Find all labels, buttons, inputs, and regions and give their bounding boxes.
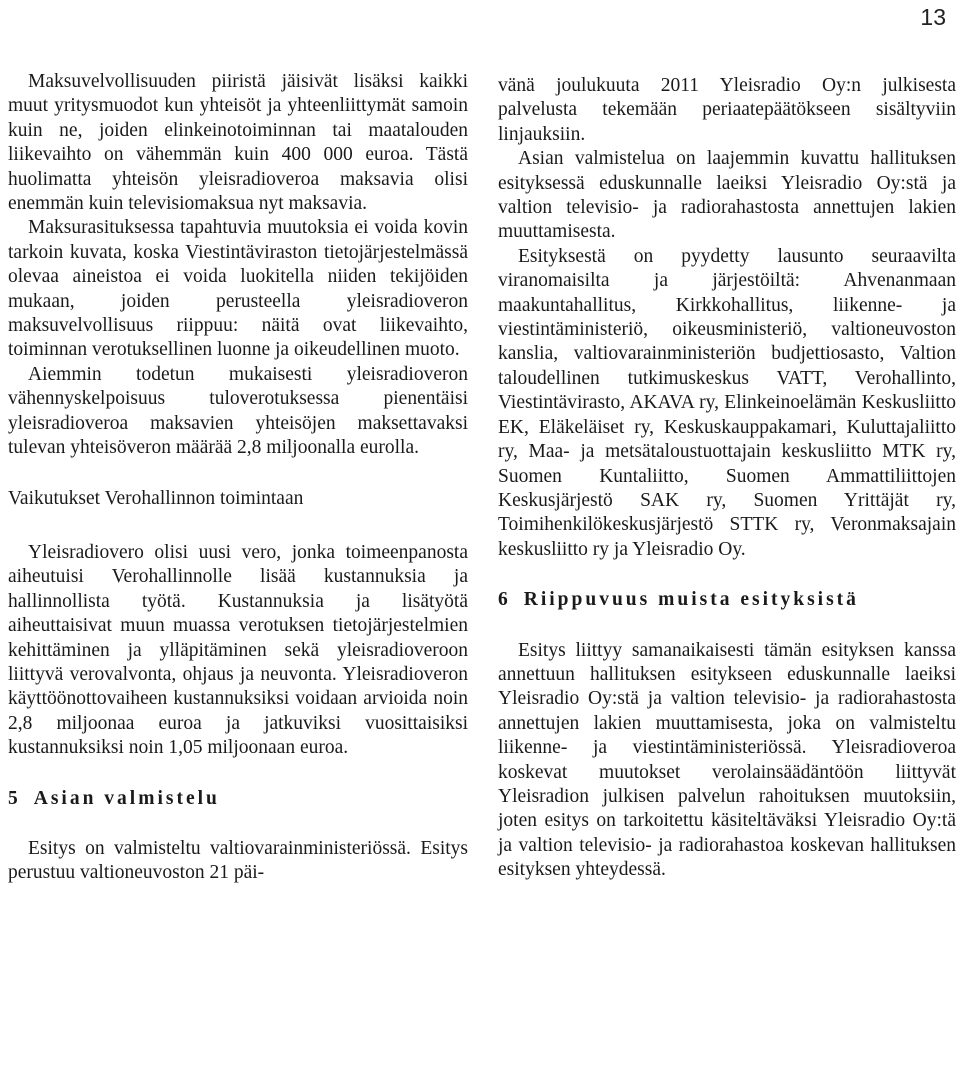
paragraph: vänä joulukuuta 2011 Yleisradio Oy:n julkisesta palvelusta tekemään periaatepäätökseen sisältyviin linjauksiin. <box>498 75 956 145</box>
paragraph: Aiemmin todetun mukaisesti yleisradioveron vähennyskelpoisuus tuloverotuksessa pienentäisi yleisradioveroa maksavien yhteisöjen maksettavaksi tulevan yhteisöveron määrää 2,8 miljoonalla eurolla. <box>8 363 468 459</box>
section-number: 5 <box>8 787 18 809</box>
section-number: 6 <box>498 589 508 611</box>
section-title: Asian valmistelu <box>33 787 220 809</box>
paragraph: Yleisradiovero olisi uusi vero, jonka toimeenpanosta aiheutuisi Verohallinnolle lisää kustannuksia ja hallinnollista työtä. Kustannuksia ja lisätyötä aiheuttaisivat muun muassa verotuksen tietojärjestelmien kehittäminen ja ylläpitäminen sekä yleisradioveroon liittyvä verovalvonta, ohjaus ja neuvonta. Yleisradioveron käyttöönottovaiheen kustannuksiksi voidaan arvioida noin 2,8 miljoonaa euroa ja jatkuviksi vuosittaisiksi kustannuksiksi noin 1,05 miljoonaan euroa. <box>8 541 468 759</box>
section-heading-5 <box>8 787 468 811</box>
section-heading-6 <box>498 588 956 612</box>
paragraph: Esitys liittyy samanaikaisesti tämän esityksen kanssa annettuun hallituksen esitykseen eduskunnalle laeiksi Yleisradio Oy:stä ja valtion televisio- ja radiorahastosta annettujen lakien muuttamisesta, joka on valmisteltu liikenne- ja viestintäministeriössä. Yleisradioveroa koskevat muutokset verolainsäädäntöön liittyvät Yleisradion julkisen palvelun rahoituksen muutoksiin, joten esitys on tarkoitettu käsiteltäväksi Yleisradio Oy:tä ja valtion televisio- ja radiorahastoa koskevan hallituksen esityksen yhteydessä. <box>498 639 956 881</box>
right-column <box>498 74 956 883</box>
paragraph: Maksuvelvollisuuden piiristä jäisivät lisäksi kaikki muut yritysmuodot kun yhteisöt ja yhteenliittymät samoin kuin ne, joiden elinkeinotoiminnan tai maatalouden liikevaihto on vähemmän kuin 400 000 euroa. Tästä huolimatta yhteisön yleisradioveroa maksavia olisi enemmän kuin televisiomaksua nyt maksavia. <box>8 71 468 215</box>
paragraph: Maksurasituksessa tapahtuvia muutoksia ei voida kovin tarkoin kuvata, koska Viestintäviraston tietojärjestelmässä olevaa aineistoa ei voida luokitella niiden tekijöiden mukaan, joiden perusteella yleisradioveron maksuvelvollisuus riippuu: näitä ovat liikevaihto, toiminnan verotuksellinen luonne ja oikeudellinen muoto. <box>8 217 468 361</box>
paragraph: Esityksestä on pyydetty lausunto seuraavilta viranomaisilta ja järjestöiltä: Ahvenanmaan maakuntahallitus, Kirkkohallitus, liikenne- ja viestintäministeriö, oikeusministeriö, valtioneuvoston kanslia, valtiovarainministeriön budjettiosasto, Valtion taloudellinen tutkimuskeskus VATT, Verohallinto, Viestintävirasto, AKAVA ry, Elinkeinoelämän Keskusliitto EK, Eläkeläiset ry, Keskuskauppakamari, Kuluttajaliitto ry, Maa- ja metsätaloustuottajain keskusliitto MTK ry, Suomen Kuntaliitto, Suomen Ammattiliittojen Keskusjärjestö SAK ry, Suomen Yrittäjät ry, Toimihenkilökeskusjärjestö STTK ry, Veronmaksajain keskusliitto ry ja Yleisradio Oy. <box>498 245 956 560</box>
paragraph: Esitys on valmisteltu valtiovarainministeriössä. Esitys perustuu valtioneuvoston 21 päi- <box>8 837 468 884</box>
page-number: 13 <box>920 4 946 30</box>
subheading-verohallinto: Vaikutukset Verohallinnon toimintaan <box>8 487 304 509</box>
paragraph: Asian valmistelua on laajemmin kuvattu hallituksen esityksessä eduskunnalle laeiksi Yleisradio Oy:stä ja valtion televisio- ja radiorahastosta annettujen lakien muuttamisesta. <box>498 148 956 243</box>
left-column <box>8 70 468 886</box>
section-title: Riippuvuus muista esityksistä <box>523 589 859 611</box>
